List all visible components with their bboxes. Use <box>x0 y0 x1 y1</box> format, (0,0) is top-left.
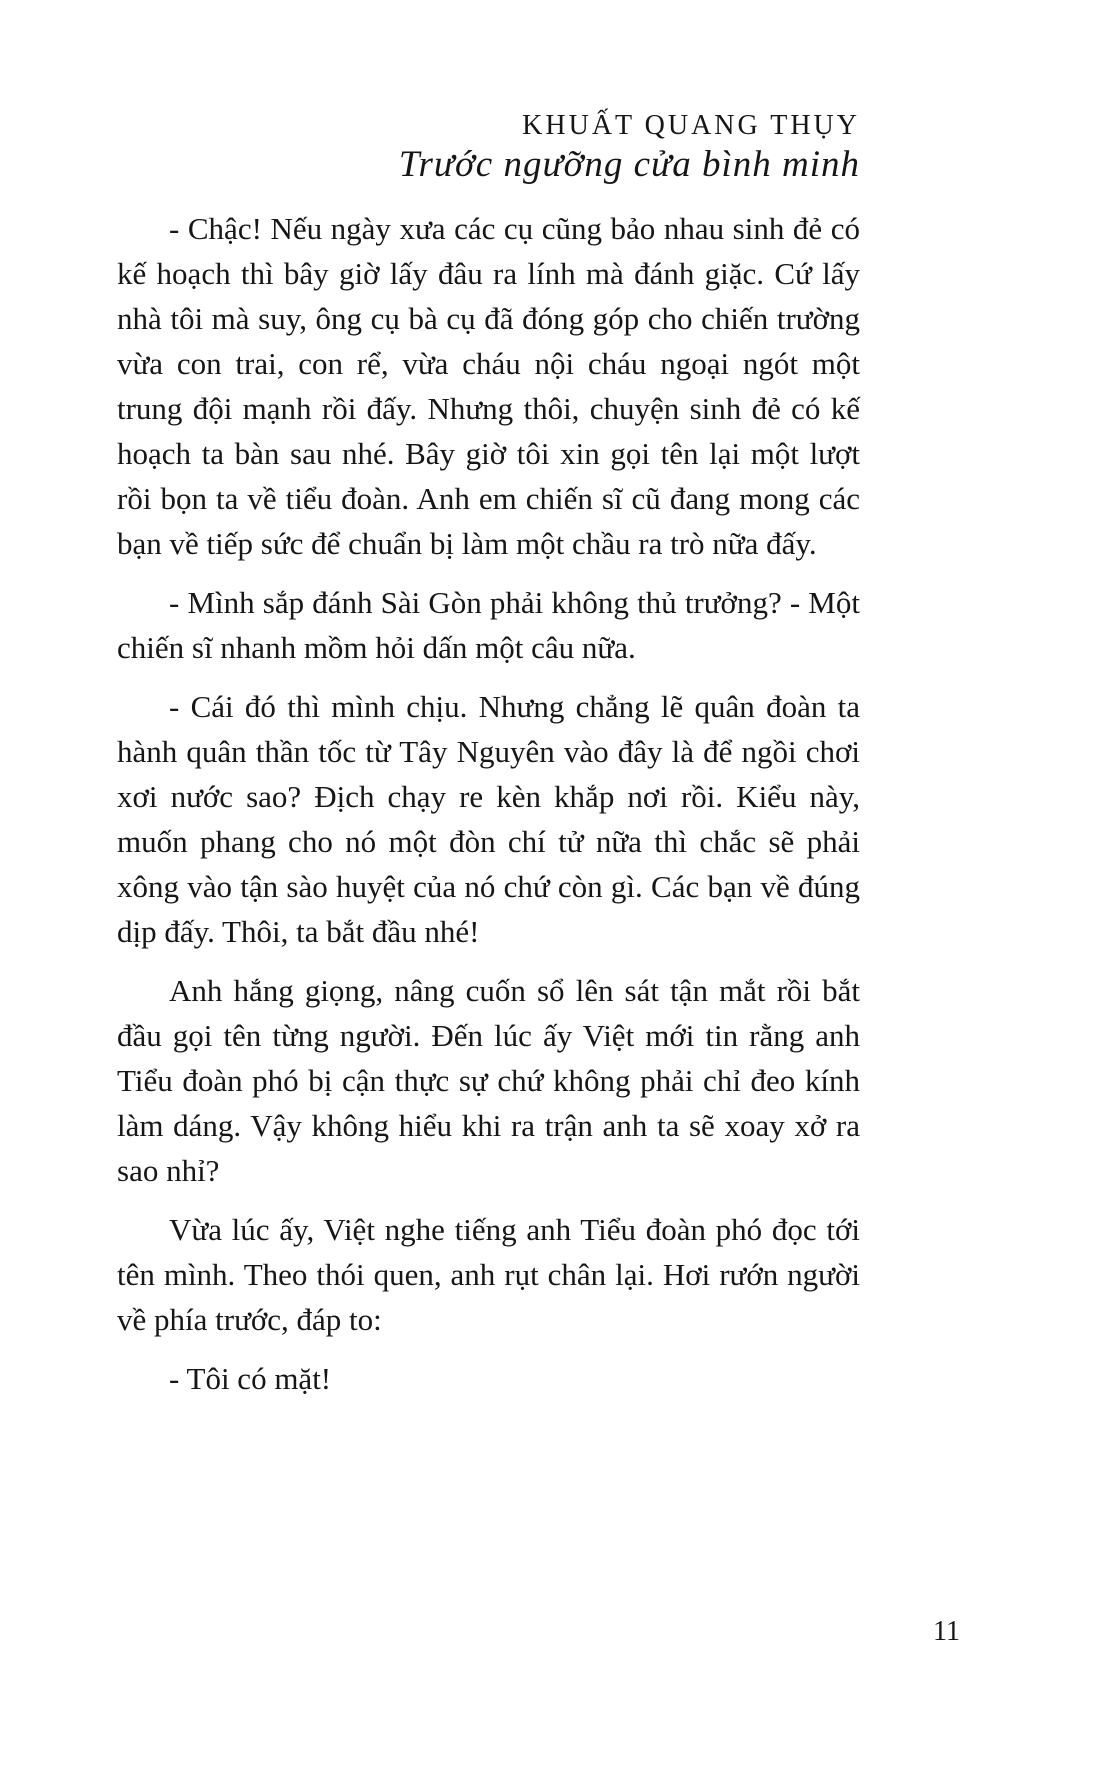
paragraph: Anh hắng giọng, nâng cuốn sổ lên sát tận mắt rồi bắt đầu gọi tên từng người. Đến lúc ấy Việt mới tin rằng anh Tiểu đoàn phó bị cận thực sự chứ không phải chỉ đeo kính làm dáng. Vậy không hiểu khi ra trận anh ta sẽ xoay xở ra sao nhỉ? <box>117 973 860 1188</box>
author-name: KHUẤT QUANG THỤY <box>522 110 860 141</box>
page-number: 11 <box>933 1616 960 1647</box>
paragraph: - Cái đó thì mình chịu. Nhưng chẳng lẽ quân đoàn ta hành quân thần tốc từ Tây Nguyên vào đây là để ngồi chơi xơi nước sao? Địch chạy re kèn khắp nơi rồi. Kiểu này, muốn phang cho nó một đòn chí tử nữa thì chắc sẽ phải xông vào tận sào huyệt của nó chứ còn gì. Các bạn về đúng dịp đấy. Thôi, ta bắt đầu nhé! <box>117 689 860 949</box>
book-title: Trước ngưỡng cửa bình minh <box>398 144 860 185</box>
paragraph: - Chậc! Nếu ngày xưa các cụ cũng bảo nhau sinh đẻ có kế hoạch thì bây giờ lấy đâu ra lính mà đánh giặc. Cứ lấy nhà tôi mà suy, ông cụ bà cụ đã đóng góp cho chiến trường vừa con trai, con rể, vừa cháu nội cháu ngoại ngót một trung đội mạnh rồi đấy. Nhưng thôi, chuyện sinh đẻ có kế hoạch ta bàn sau nhé. Bây giờ tôi xin gọi tên lại một lượt rồi bọn ta về tiểu đoàn. Anh em chiến sĩ cũ đang mong các bạn về tiếp sức để chuẩn bị làm một chầu ra trò nữa đấy. <box>117 211 860 561</box>
page-header <box>117 110 860 186</box>
paragraph: Vừa lúc ấy, Việt nghe tiếng anh Tiểu đoàn phó đọc tới tên mình. Theo thói quen, anh rụt chân lại. Hơi rướn người về phía trước, đáp to: <box>117 1212 860 1337</box>
paragraph: - Tôi có mặt! <box>169 1361 332 1396</box>
paragraph: - Mình sắp đánh Sài Gòn phải không thủ trưởng? - Một chiến sĩ nhanh mồm hỏi dấn một câu nữa. <box>117 585 860 665</box>
body-text <box>117 206 860 1415</box>
